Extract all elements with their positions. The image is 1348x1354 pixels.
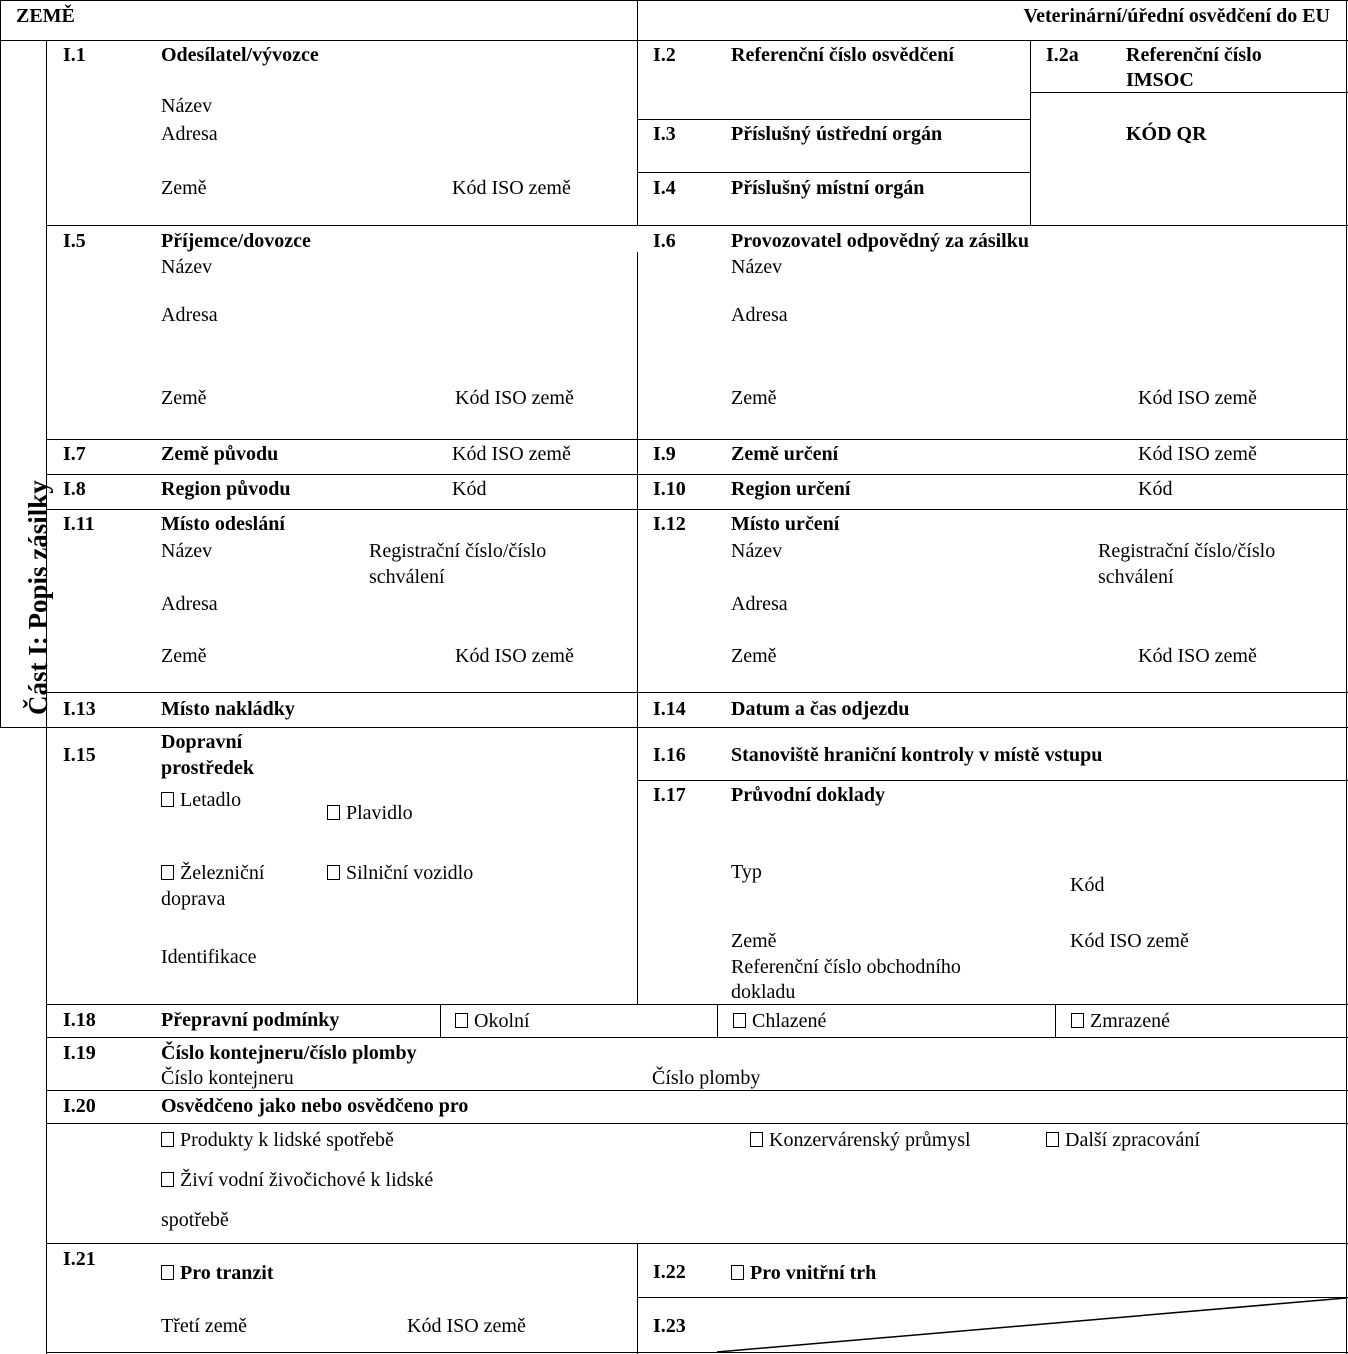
i11-registration-line1[interactable]: Registrační číslo/číslo	[369, 540, 547, 562]
i12-registration-line1[interactable]: Registrační číslo/číslo	[1098, 540, 1276, 562]
checkbox-icon	[1046, 1132, 1059, 1147]
i18-ambient-label: Okolní	[474, 1010, 530, 1032]
i17-reference-line1[interactable]: Referenční číslo obchodního	[731, 956, 961, 978]
i6-name-field[interactable]: Název	[731, 256, 783, 278]
i17-number: I.17	[653, 784, 686, 806]
i20-canning-label: Konzervárenský průmysl	[769, 1129, 971, 1151]
i12-address-field[interactable]: Adresa	[731, 593, 788, 615]
i16-number: I.16	[653, 744, 686, 766]
i5-title: Příjemce/dovozce	[161, 230, 311, 252]
i5-address-field[interactable]: Adresa	[161, 304, 218, 326]
i20-human-consumption-checkbox[interactable]	[161, 1127, 394, 1153]
i12-title: Místo určení	[731, 513, 840, 535]
i6-country-field[interactable]: Země	[731, 387, 777, 409]
i3-title[interactable]: Příslušný ústřední orgán	[731, 123, 943, 145]
i21-transit-checkbox[interactable]	[161, 1260, 274, 1286]
i7-iso-field[interactable]: Kód ISO země	[452, 443, 571, 465]
i16-title[interactable]: Stanoviště hraniční kontroly v místě vstupu	[731, 744, 1103, 766]
i17-code-field[interactable]: Kód	[1070, 874, 1105, 896]
i11-title: Místo odeslání	[161, 513, 285, 535]
checkbox-icon	[161, 1132, 174, 1147]
i11-iso-field[interactable]: Kód ISO země	[455, 645, 574, 667]
i8-number: I.8	[63, 478, 86, 500]
i6-title: Provozovatel odpovědný za zásilku	[731, 230, 1029, 252]
i19-container-field[interactable]: Číslo kontejneru	[161, 1067, 294, 1089]
i20-live-animals-checkbox[interactable]	[161, 1167, 433, 1193]
i20-title: Osvědčeno jako nebo osvědčeno pro	[161, 1095, 469, 1117]
i6-number: I.6	[653, 230, 676, 252]
i17-title: Průvodní doklady	[731, 784, 885, 806]
i1-country-field[interactable]: Země	[161, 177, 207, 199]
i17-reference-line2: dokladu	[731, 981, 796, 1003]
i14-title[interactable]: Datum a čas odjezdu	[731, 698, 910, 720]
i14-number: I.14	[653, 698, 686, 720]
i21-number: I.21	[63, 1248, 96, 1270]
i10-number: I.10	[653, 478, 686, 500]
i22-internal-market-label: Pro vnitřní trh	[750, 1262, 877, 1284]
i2-number: I.2	[653, 44, 676, 66]
i15-rail-checkbox[interactable]	[161, 860, 264, 886]
i15-title-line2: prostředek	[161, 757, 254, 779]
i15-aircraft-checkbox[interactable]	[161, 787, 241, 813]
i20-live-animals-label-line2: spotřebě	[161, 1209, 229, 1231]
i17-iso-field[interactable]: Kód ISO země	[1070, 930, 1189, 952]
i8-title: Region původu	[161, 478, 291, 500]
i9-number: I.9	[653, 443, 676, 465]
i12-iso-field[interactable]: Kód ISO země	[1138, 645, 1257, 667]
i11-registration-line2: schválení	[369, 566, 445, 588]
i18-frozen-checkbox[interactable]	[1071, 1008, 1170, 1034]
i17-type-field[interactable]: Typ	[731, 861, 762, 883]
i13-title[interactable]: Místo nakládky	[161, 698, 295, 720]
i15-road-checkbox[interactable]	[327, 860, 473, 886]
i23-number: I.23	[653, 1315, 686, 1337]
i18-title: Přepravní podmínky	[161, 1009, 340, 1031]
i18-number: I.18	[63, 1009, 96, 1031]
i9-title: Země určení	[731, 443, 839, 465]
i6-address-field[interactable]: Adresa	[731, 304, 788, 326]
i13-number: I.13	[63, 698, 96, 720]
i2-title[interactable]: Referenční číslo osvědčení	[731, 44, 954, 66]
i18-ambient-checkbox[interactable]	[455, 1008, 530, 1034]
checkbox-icon	[161, 865, 174, 880]
i20-number: I.20	[63, 1095, 96, 1117]
i2a-title-line2: IMSOC	[1126, 69, 1194, 91]
i5-country-field[interactable]: Země	[161, 387, 207, 409]
checkbox-icon	[731, 1265, 744, 1280]
i1-address-field[interactable]: Adresa	[161, 123, 218, 145]
i2a-number: I.2a	[1046, 44, 1079, 66]
i21-transit-label: Pro tranzit	[180, 1262, 274, 1284]
i4-title[interactable]: Příslušný místní orgán	[731, 177, 925, 199]
i20-live-animals-label: Živí vodní živočichové k lidské	[180, 1169, 434, 1191]
i5-number: I.5	[63, 230, 86, 252]
i17-country-field[interactable]: Země	[731, 930, 777, 952]
i5-iso-field[interactable]: Kód ISO země	[455, 387, 574, 409]
header-certificate-title: Veterinární/úřední osvědčení do EU	[1023, 5, 1330, 27]
checkbox-icon	[327, 865, 340, 880]
i19-seal-field[interactable]: Číslo plomby	[652, 1067, 761, 1089]
i11-country-field[interactable]: Země	[161, 645, 207, 667]
i12-country-field[interactable]: Země	[731, 645, 777, 667]
i5-name-field[interactable]: Název	[161, 256, 213, 278]
checkbox-icon	[455, 1013, 468, 1028]
checkbox-icon	[161, 1265, 174, 1280]
i11-name-field[interactable]: Název	[161, 540, 213, 562]
i2a-qr-code: KÓD QR	[1126, 123, 1207, 145]
i15-rail-label-line2: doprava	[161, 888, 226, 910]
i21-third-country-field[interactable]: Třetí země	[161, 1315, 248, 1337]
i2a-title-line1: Referenční číslo	[1126, 44, 1262, 66]
i10-title: Region určení	[731, 478, 851, 500]
i11-number: I.11	[63, 513, 95, 535]
i1-number: I.1	[63, 44, 86, 66]
checkbox-icon	[750, 1132, 763, 1147]
i15-vessel-checkbox[interactable]	[327, 800, 413, 826]
checkbox-icon	[1071, 1013, 1084, 1028]
i11-address-field[interactable]: Adresa	[161, 593, 218, 615]
i8-code-field[interactable]: Kód	[452, 478, 487, 500]
diagonal-line	[717, 1298, 1346, 1352]
checkbox-icon	[161, 1172, 174, 1187]
i15-aircraft-label: Letadlo	[180, 789, 242, 811]
i12-name-field[interactable]: Název	[731, 540, 783, 562]
i10-code-field[interactable]: Kód	[1138, 478, 1173, 500]
i4-number: I.4	[653, 177, 676, 199]
i7-number: I.7	[63, 443, 86, 465]
i12-registration-line2: schválení	[1098, 566, 1174, 588]
i6-iso-field[interactable]: Kód ISO země	[1138, 387, 1257, 409]
i15-title-line1: Dopravní	[161, 731, 243, 753]
i15-road-label: Silniční vozidlo	[346, 862, 474, 884]
i15-vessel-label: Plavidlo	[346, 802, 413, 824]
i15-identification-field[interactable]: Identifikace	[161, 946, 257, 968]
i22-internal-market-checkbox[interactable]	[731, 1260, 876, 1286]
i7-title: Země původu	[161, 443, 279, 465]
checkbox-icon	[733, 1013, 746, 1028]
i1-title: Odesílatel/vývozce	[161, 44, 319, 66]
i18-frozen-label: Zmrazené	[1090, 1010, 1170, 1032]
i19-title: Číslo kontejneru/číslo plomby	[161, 1042, 417, 1064]
header-country: ZEMĚ	[16, 5, 75, 27]
i20-processing-label: Další zpracování	[1065, 1129, 1200, 1151]
i19-number: I.19	[63, 1042, 96, 1064]
i21-iso-field[interactable]: Kód ISO země	[407, 1315, 526, 1337]
i12-number: I.12	[653, 513, 686, 535]
i22-number: I.22	[653, 1261, 686, 1283]
checkbox-icon	[327, 805, 340, 820]
checkbox-icon	[161, 792, 174, 807]
i15-rail-label: Železniční	[180, 862, 265, 884]
i1-name-field[interactable]: Název	[161, 95, 213, 117]
i3-number: I.3	[653, 123, 676, 145]
i20-processing-checkbox[interactable]	[1046, 1127, 1200, 1153]
i20-canning-checkbox[interactable]	[750, 1127, 971, 1153]
i9-iso-field[interactable]: Kód ISO země	[1138, 443, 1257, 465]
part-label: Část I: Popis zásilky	[23, 480, 53, 715]
i1-iso-field[interactable]: Kód ISO země	[452, 177, 571, 199]
i20-human-consumption-label: Produkty k lidské spotřebě	[180, 1129, 394, 1151]
i18-chilled-label: Chlazené	[752, 1010, 827, 1032]
i15-number: I.15	[63, 744, 96, 766]
i18-chilled-checkbox[interactable]	[733, 1008, 826, 1034]
